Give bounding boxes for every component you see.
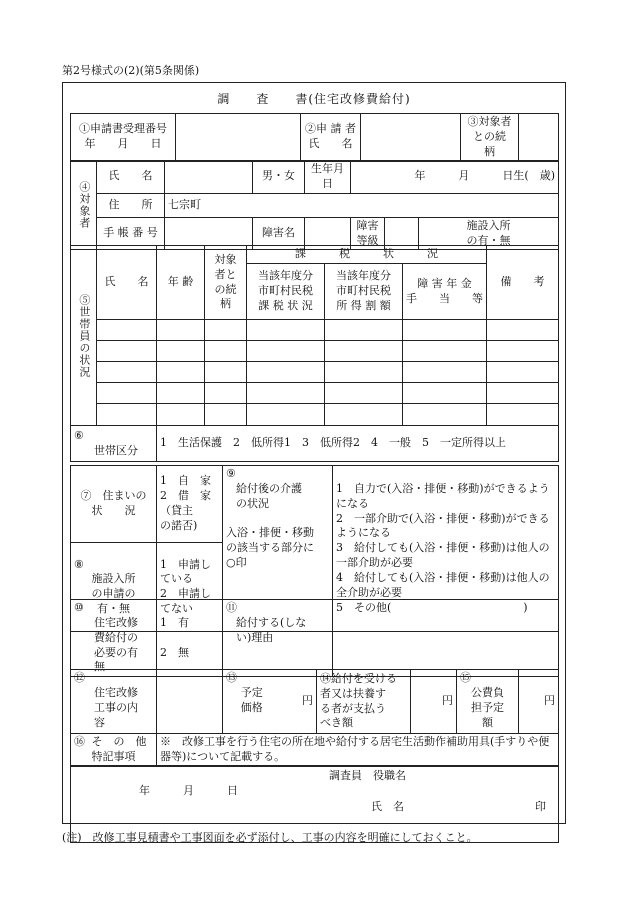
- relation-label: ③対象者 との続 柄: [461, 114, 519, 162]
- facility-label: 施設入所 の有・無: [419, 217, 559, 250]
- public-field[interactable]: 円: [519, 670, 559, 734]
- relation-field[interactable]: [519, 114, 559, 162]
- gender-field[interactable]: 男・女: [253, 161, 305, 194]
- housing-label: ⑦ 住まいの 状 況: [71, 466, 157, 543]
- member-row[interactable]: [97, 404, 157, 426]
- care-options[interactable]: 1 自力で(入浴・排便・移動)ができるようになる 2 一部介助で(入浴・排便・移動)ができるようになる 3 給付しても(入浴・排便・移動)は他人の一部介助が必要 4 給付しても(入浴・排便・移動)は他人の全介助が必要 5 その他( ): [333, 466, 559, 632]
- receipt-number-field[interactable]: [176, 114, 301, 162]
- receipt-label: ①申請書受理番号 年 月 日: [71, 114, 176, 162]
- page-title: 調 査 書(住宅改修費給付): [217, 92, 411, 106]
- care-label: ⑨ 給付後の介護 の状況 入浴・排便・移動 の該当する部分に ○印: [223, 466, 333, 632]
- handbook-label: 手 帳 番 号: [97, 217, 165, 250]
- necessity-section: [70, 599, 559, 677]
- investigator-name[interactable]: 氏 名: [371, 800, 404, 813]
- subject-side-label: ④対象者: [71, 161, 97, 250]
- facility-app-label: ⑧ 施設入所 の申請の 有・無: [71, 543, 157, 632]
- category-label: ⑥ 世帯区分: [71, 426, 157, 462]
- applicant-label: ②申 請 者 氏 名: [301, 114, 361, 162]
- subject-name-label: 氏 名: [97, 161, 165, 194]
- reason-label: ⑪ 給付する(しな い)理由: [223, 600, 333, 677]
- facility-app-options[interactable]: 1 申請し ている 2 申請し てない: [157, 543, 223, 632]
- tax-col-assessment: 当該年度分 市町村民税 課 税 状 況: [247, 264, 325, 320]
- payer-label: ⑭給付を受ける 者又は扶養す る者が支払う べき額: [317, 670, 411, 734]
- member-row[interactable]: [97, 362, 157, 383]
- household-section: [70, 245, 559, 426]
- subject-name-field[interactable]: [165, 161, 253, 194]
- col-age: 年 齢: [157, 246, 205, 320]
- footnote: (注) 改修工事見積書や工事図面を必ず添付し、工事の内容を明確にしておくこと。: [62, 831, 478, 844]
- investigation-date[interactable]: 年 月 日: [139, 784, 238, 797]
- disability-name-label: 障害名: [253, 217, 305, 250]
- receipt-row: [70, 113, 559, 162]
- birthdate-label: 生年月日: [305, 161, 351, 194]
- payer-field[interactable]: 円: [411, 670, 457, 734]
- work-content-field[interactable]: [157, 670, 223, 734]
- work-label: ⑫ 住宅改修 工事の内 容: [71, 670, 157, 734]
- col-relation: 対象 者と の続 柄: [205, 246, 247, 320]
- birthdate-field[interactable]: 年 月 日生( 歳): [351, 161, 559, 194]
- member-row[interactable]: [97, 383, 157, 404]
- seal: 印: [535, 800, 546, 813]
- special-label: ⑯ そ の 他 特記事項: [71, 734, 157, 767]
- col-name: 氏 名: [97, 246, 157, 320]
- member-row[interactable]: [97, 341, 157, 362]
- subject-section: [70, 160, 559, 250]
- member-row[interactable]: [97, 320, 157, 341]
- special-section: [70, 733, 559, 767]
- tax-col-income: 当該年度分 市町村民税 所 得 割 額: [325, 264, 403, 320]
- category-section: [70, 425, 559, 462]
- price-label: ⑬ 予定 価格: [223, 670, 281, 734]
- work-section: [70, 669, 559, 734]
- category-options[interactable]: 1 生活保護 2 低所得1 3 低所得2 4 一般 5 一定所得以上: [157, 426, 559, 462]
- reason-field[interactable]: [333, 600, 559, 677]
- form-number: 第2号様式の(2)(第5条関係): [62, 64, 200, 77]
- col-remarks: 備 考: [487, 246, 559, 320]
- applicant-name-field[interactable]: [361, 114, 461, 162]
- household-side-label: ⑤世帯員の状況: [71, 246, 97, 426]
- col-pension: 障 害 年 金 手 当 等: [403, 264, 487, 320]
- public-label: ⑮ 公費負 担予定 額: [457, 670, 519, 734]
- housing-options[interactable]: 1 自 家 2 借 家 （貸主 の諾否): [157, 466, 223, 543]
- disability-grade-label: 障害 等級: [351, 217, 385, 250]
- investigator-title: 調査員 役職名: [329, 769, 406, 782]
- tax-header: 課 税 状 況: [247, 246, 487, 264]
- price-field[interactable]: 円: [281, 670, 317, 734]
- necessity-options[interactable]: 1 有 2 無: [157, 600, 223, 677]
- address-field[interactable]: 七宗町: [165, 193, 559, 217]
- special-text[interactable]: ※ 改修工事を行う住宅の所在地や給付する居宅生活動作補助用具(手すりや便器等)について記載する。: [157, 734, 559, 767]
- address-label: 住 所: [97, 193, 165, 217]
- necessity-label: ⑩ 住宅改修 費給付の 必要の有 無: [71, 600, 157, 677]
